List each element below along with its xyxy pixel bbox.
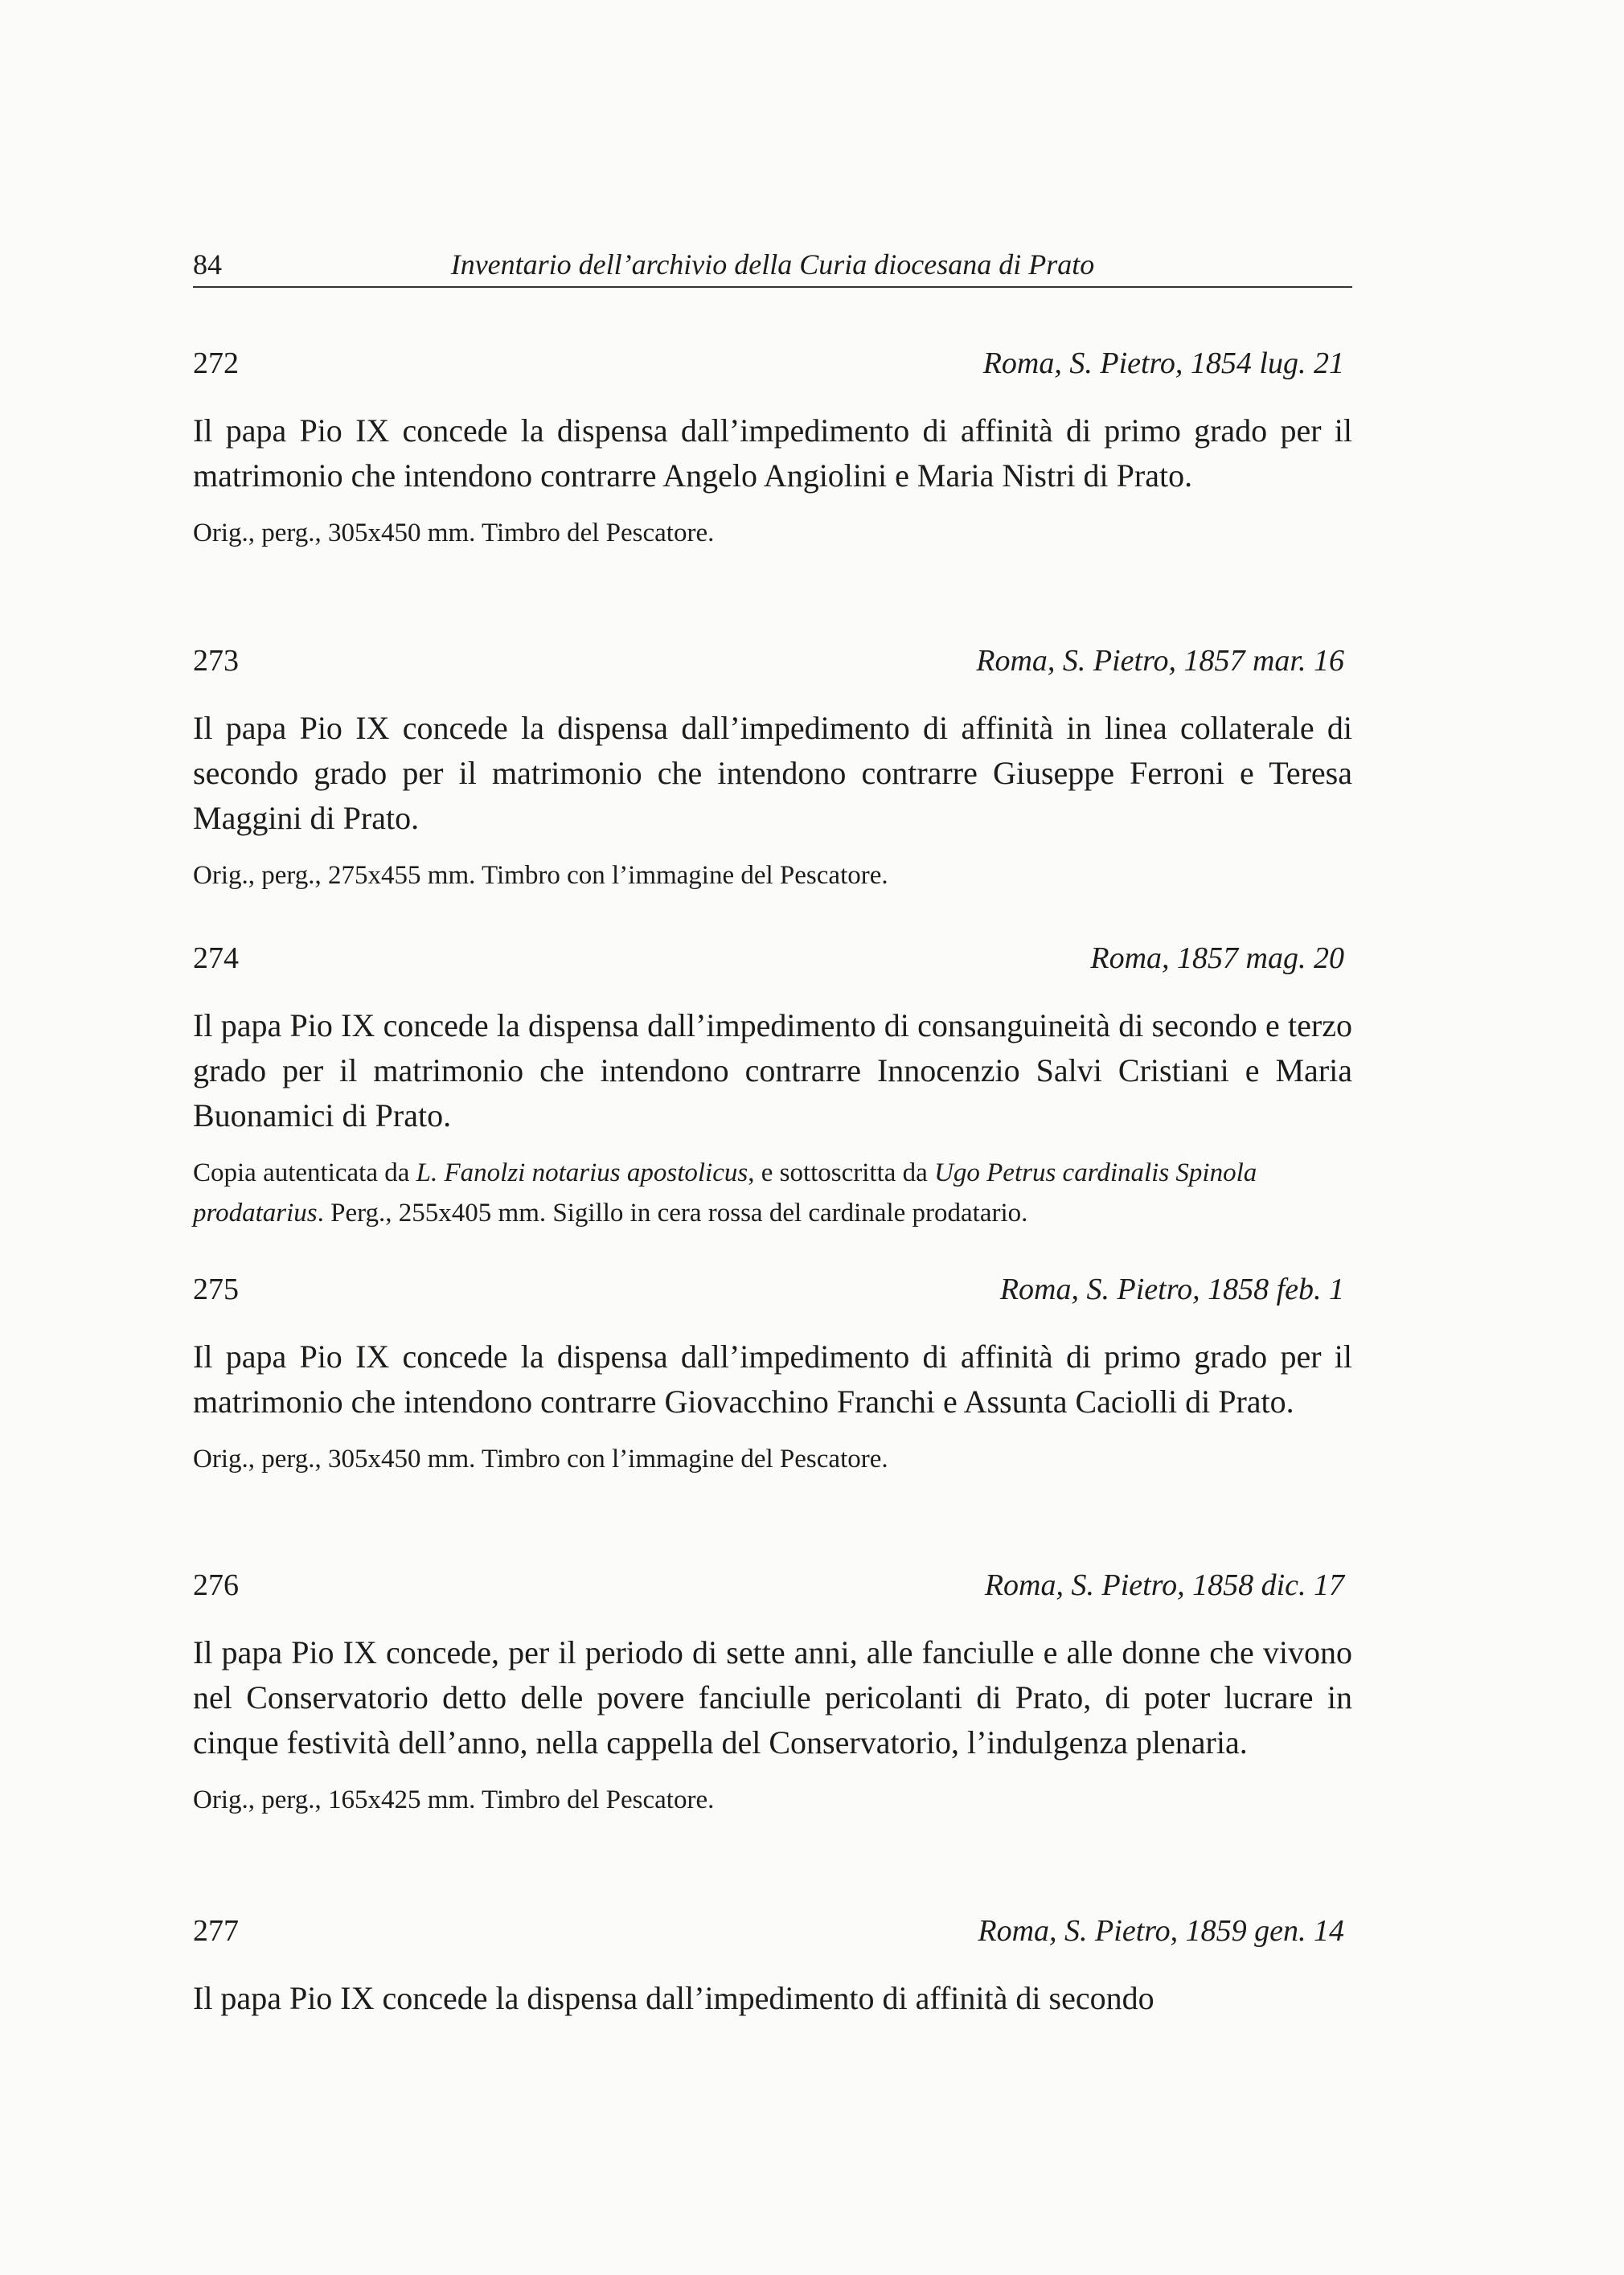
entry-note: Orig., perg., 275x455 mm. Timbro con l’immagine del Pescatore. [193, 861, 888, 890]
entry-number: 274 [193, 941, 239, 975]
entry-date: Roma, S. Pietro, 1854 lug. 21 [982, 346, 1344, 380]
entry-276 [193, 1568, 1352, 1820]
note-part-e: . Perg., 255x405 mm. Sigillo in cera rossa del cardinale prodatario. [317, 1199, 1028, 1228]
entry-272 [193, 346, 1352, 553]
entry-number: 272 [193, 346, 239, 380]
entry-text: Il papa Pio IX concede la dispensa dall’impedimento di affinità di primo grado per il matrimonio che intendono contrarre Angelo Angiolini e Maria Nistri di Prato. [193, 412, 1352, 494]
notary-name: L. Fanolzi notarius apostolicus [416, 1158, 748, 1187]
entry-date: Roma, 1857 mag. 20 [1090, 941, 1344, 975]
entry-number: 273 [193, 644, 239, 678]
note-part-c: , e sottoscritta da [748, 1158, 935, 1187]
entry-date: Roma, S. Pietro, 1858 dic. 17 [984, 1568, 1344, 1602]
entry-text: Il papa Pio IX concede la dispensa dall’impedimento di affinità in linea collaterale di secondo grado per il matrimonio che intendono contrarre Giuseppe Ferroni e Teresa Maggini di Prato. [193, 710, 1352, 836]
entry-text: Il papa Pio IX concede la dispensa dall’impedimento di consanguineità di secondo e terzo grado per il matrimonio che intendono contrarre Innocenzio Salvi Cristiani e Maria Buonamici di Prato. [193, 1007, 1352, 1133]
entry-273 [193, 643, 1352, 896]
entry-277 [193, 1913, 1352, 2021]
entry-note [193, 1153, 1352, 1233]
entry-note: Orig., perg., 305x450 mm. Timbro del Pescatore. [193, 519, 715, 547]
entry-date: Roma, S. Pietro, 1857 mar. 16 [976, 644, 1344, 678]
entry-274 [193, 941, 1352, 1233]
entry-text: Il papa Pio IX concede, per il periodo di sette anni, alle fanciulle e alle donne che vivono nel Conservatorio detto delle povere fanciulle pericolanti di Prato, di poter lucrare in cinque festività dell’anno, nella cappella del Conservatorio, l’indulgenza plenaria. [193, 1634, 1352, 1761]
entry-number: 277 [193, 1914, 239, 1948]
entry-text: Il papa Pio IX concede la dispensa dall’impedimento di affinità di secondo [193, 1980, 1154, 2016]
page-header [193, 241, 1352, 288]
entry-number: 275 [193, 1273, 239, 1306]
note-part-a: Copia autenticata da [193, 1158, 416, 1187]
entry-number: 276 [193, 1568, 239, 1602]
running-title: Inventario dell’archivio della Curia diocesana di Prato [450, 248, 1095, 281]
entry-275 [193, 1272, 1352, 1479]
page-number: 84 [193, 248, 222, 281]
entry-text: Il papa Pio IX concede la dispensa dall’impedimento di affinità di primo grado per il matrimonio che intendono contrarre Giovacchino Franchi e Assunta Caciolli di Prato. [193, 1338, 1352, 1420]
entry-date: Roma, S. Pietro, 1859 gen. 14 [978, 1914, 1344, 1948]
cardinal-name: Ugo Petrus cardinalis Spinola prodatarius [193, 1158, 1257, 1228]
entry-date: Roma, S. Pietro, 1858 feb. 1 [999, 1273, 1344, 1306]
entry-note: Orig., perg., 305x450 mm. Timbro con l’immagine del Pescatore. [193, 1445, 888, 1474]
entry-note: Orig., perg., 165x425 mm. Timbro del Pescatore. [193, 1785, 715, 1814]
